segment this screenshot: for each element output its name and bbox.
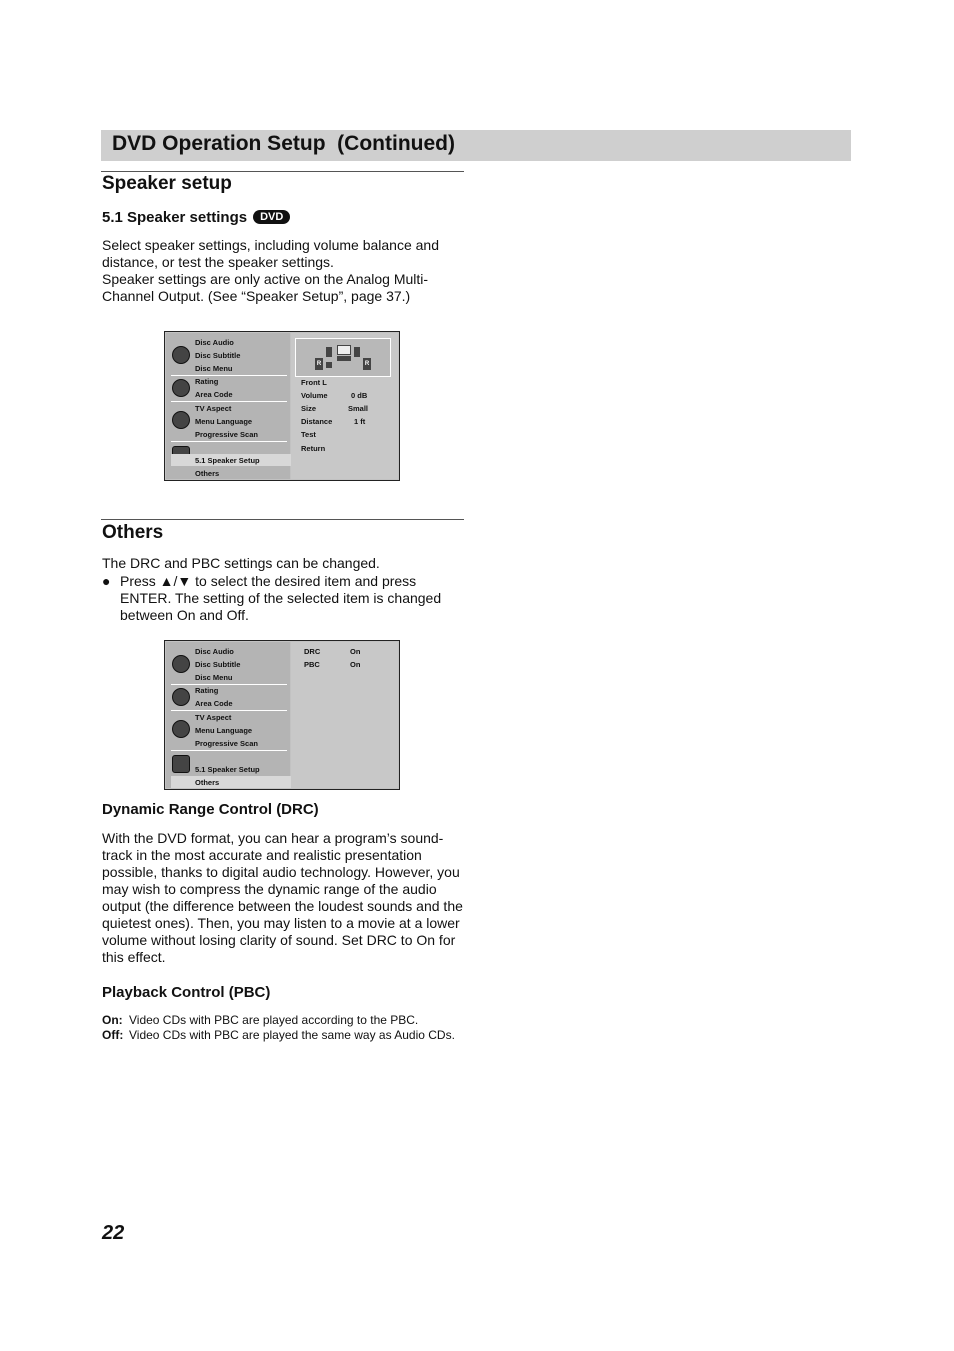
lock-icon [172,379,190,397]
menu-divider [171,710,287,711]
setting-return-label[interactable]: Return [301,444,326,453]
dvd-badge: DVD [253,210,290,224]
setting-drc-label[interactable]: DRC [304,647,321,656]
bullet-icon: ● [102,573,111,589]
menu-item-speaker-setup[interactable]: 5.1 Speaker Setup [195,456,260,465]
menu-selected-highlight [171,776,291,788]
speaker-settings-subheading-text: 5.1 Speaker settings [102,209,248,226]
speaker-settings-paragraph-1: Select speaker settings, including volume balance and distance, or test the speaker settings. [102,237,439,270]
drc-text: With the DVD format, you can hear a program’s sound-track in the most accurate and realistic presentation possible, thanks to digital audio technology. However, you may wish to compress the dynamic range of the audio output (the difference between the loudest sounds and the quietest ones). Then, you may listen to a movie at a lower volume without losing clarity of sound. Set DRC to On for this effect. [102,830,463,965]
pbc-on-row [102,1013,464,1028]
speaker-front-left-icon [326,347,332,357]
pbc-off-term: Off: [102,1028,124,1042]
menu-item-others[interactable]: Others [195,469,220,478]
setup-menu-panel [166,333,290,479]
speaker-layout-diagram [295,338,391,377]
menu-item-speaker-setup[interactable]: 5.1 Speaker Setup [195,765,260,774]
speaker-center-icon [337,356,351,361]
others-bullet-text: Press ▲/▼ to select the desired item and press ENTER. The setting of the selected item is changed between On and Off. [120,573,442,623]
disc-icon [172,346,190,364]
speaker-front-right-icon [354,347,360,357]
menu-item-menu-language[interactable]: Menu Language [195,417,253,426]
menu-item-disc-audio[interactable]: Disc Audio [195,338,234,347]
setting-pbc-value[interactable]: On [350,660,361,669]
drc-heading: Dynamic Range Control (DRC) [102,801,319,818]
page-title-bar [101,130,851,161]
speaker-setup-heading: Speaker setup [102,173,232,194]
menu-item-disc-menu[interactable]: Disc Menu [195,673,233,682]
menu-item-menu-language[interactable]: Menu Language [195,726,253,735]
section-divider [101,171,464,172]
tv-icon [172,411,190,429]
setting-distance-value: 1 ft [354,417,366,426]
setting-volume-value: 0 dB [351,391,368,400]
setting-volume-label[interactable]: Volume [301,391,328,400]
setting-distance-label[interactable]: Distance [301,417,333,426]
menu-divider [171,441,287,442]
speaker-settings-panel [291,333,398,479]
pbc-on-term: On: [102,1013,123,1027]
pbc-definition-list [102,1013,464,1043]
speaker-rear-right-label: R [363,358,371,370]
setting-test-label[interactable]: Test [301,430,316,439]
others-bullet [102,573,464,624]
tv-screen-icon [337,345,351,355]
others-heading: Others [102,522,164,543]
menu-item-disc-subtitle[interactable]: Disc Subtitle [195,351,241,360]
menu-item-rating[interactable]: Rating [195,686,219,695]
speaker-rear-left-label: R [315,358,323,370]
setting-front-l-label[interactable]: Front L [301,378,327,387]
menu-item-area-code[interactable]: Area Code [195,390,233,399]
menu-item-disc-menu[interactable]: Disc Menu [195,364,233,373]
section-divider [101,519,464,520]
speaker-settings-subheading [102,209,290,226]
setup-menu-panel [166,642,290,788]
menu-item-disc-subtitle[interactable]: Disc Subtitle [195,660,241,669]
others-screen [164,640,400,790]
page-title: DVD Operation Setup (Continued) [112,132,455,155]
lock-icon [172,688,190,706]
menu-item-rating[interactable]: Rating [195,377,219,386]
pbc-on-desc: Video CDs with PBC are played according to the PBC. [129,1013,419,1027]
speaker-settings-paragraph-2: Speaker settings are only active on the Analog Multi-Channel Output. (See “Speaker Setup”, page 37.) [102,271,429,304]
setting-drc-value[interactable]: On [350,647,361,656]
menu-item-disc-audio[interactable]: Disc Audio [195,647,234,656]
menu-item-tv-aspect[interactable]: TV Aspect [195,713,232,722]
disc-icon [172,655,190,673]
pbc-off-desc: Video CDs with PBC are played the same way as Audio CDs. [129,1028,455,1042]
menu-divider [171,375,287,376]
page-number: 22 [102,1222,125,1244]
others-intro: The DRC and PBC settings can be changed. [102,555,380,571]
pbc-off-row [102,1028,464,1043]
menu-divider [171,684,287,685]
menu-item-progressive-scan[interactable]: Progressive Scan [195,430,258,439]
menu-item-area-code[interactable]: Area Code [195,699,233,708]
menu-item-others[interactable]: Others [195,778,220,787]
setting-size-value: Small [348,404,369,413]
setting-pbc-label[interactable]: PBC [304,660,320,669]
speaker-icon [172,755,190,773]
speaker-sub-icon [326,362,332,368]
pbc-heading: Playback Control (PBC) [102,984,271,1001]
setting-size-label[interactable]: Size [301,404,317,413]
menu-item-progressive-scan[interactable]: Progressive Scan [195,739,258,748]
menu-divider [171,401,287,402]
menu-divider [171,750,287,751]
tv-icon [172,720,190,738]
others-settings-panel [291,642,398,788]
menu-item-tv-aspect[interactable]: TV Aspect [195,404,232,413]
speaker-setup-screen [164,331,400,481]
